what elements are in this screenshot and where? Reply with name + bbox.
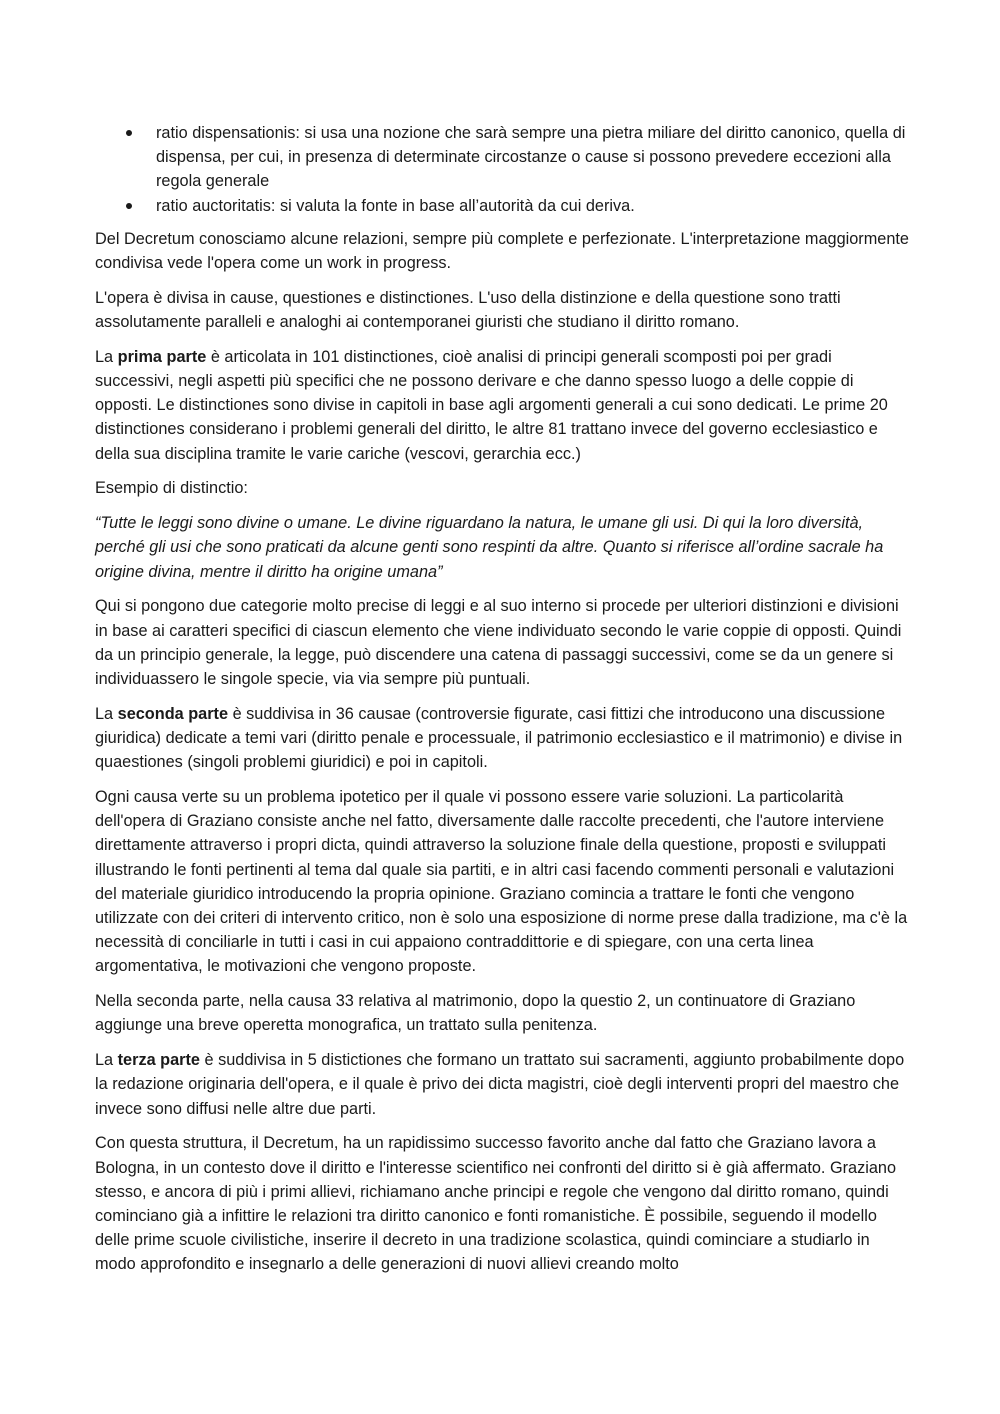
prima-parte-heading: prima parte	[117, 347, 207, 366]
paragraph-seconda-parte	[95, 702, 910, 775]
paragraph-decretum: Del Decretum conosciamo alcune relazioni, sempre più complete e perfezionate. L'interpretazione maggiormente condivisa vede l'opera come un work in progress.	[95, 229, 909, 273]
document-page	[95, 121, 910, 1287]
lead-text: La	[95, 347, 118, 366]
terza-parte-heading: terza parte	[117, 1051, 200, 1070]
bullet-dot	[126, 203, 132, 209]
lead-text: La	[95, 1051, 118, 1070]
bullet-item	[95, 121, 910, 194]
bullet-list	[95, 121, 910, 218]
lead-text: La	[95, 704, 118, 723]
body-text: è suddivisa in 5 distictiones che formano un trattato sui sacramenti, aggiunto probabilmente dopo la redazione originaria dell'opera, e il quale è privo dei dicta magistri, cioè degli interventi propri del maestro che invece sono diffusi nelle altre due parti.	[95, 1051, 905, 1118]
bullet-dot	[126, 130, 132, 136]
paragraph-struttura: Con questa struttura, il Decretum, ha un rapidissimo successo favorito anche dal fatto che Graziano lavora a Bologna, in un contesto dove il diritto e l'interesse scientifico nei confronti del diritto si è già affermato. Graziano stesso, e ancora di più i primi allievi, richiamano anche principi e regole che vengono dal diritto romano, quindi cominciano già a infittire le relazioni tra diritto canonico e fonti romanistiche. È possibile, seguendo il modello delle prime scuole civilistiche, inserire il decreto in una tradizione scolastica, quindi cominciare a studiarlo in modo approfondito e insegnarlo a delle generazioni di nuovi allievi creando molto	[95, 1134, 897, 1274]
paragraph-prima-parte	[95, 345, 910, 466]
body-text: è articolata in 101 distinctiones, cioè analisi di principi generali scomposti poi per gradi successivi, negli aspetti più specifici che ne possono derivare e che danno spesso luogo a delle coppie di opposti. Le distinctiones sono divise in capitoli in base agli argomenti generali a cui sono dedicati. Le prime 20 distinctiones considerano i problemi generali del diritto, le altre 81 trattano invece del governo ecclesiastico e della sua disciplina tramite le varie cariche (vescovi, gerarchia ecc.)	[95, 347, 888, 463]
esempio-label: Esempio di distinctio:	[95, 479, 248, 498]
paragraph-causa: Ogni causa verte su un problema ipotetico per il quale vi possono essere varie soluzioni. La particolarità dell'opera di Graziano consiste anche nel fatto, diversamente dalle raccolte precedenti, che l'autore interviene direttamente attraverso i propri dicta, quindi attraverso la soluzione finale della questione, proposti e sviluppati illustrando le fonti pertinenti al tema dal quale sia partiti, e in altri casi facendo commenti personali e valutazioni del materiale giuridico introducendo la propria opinione. Graziano comincia a trattare le fonti che vengono utilizzate con dei criteri di intervento critico, non è solo una esposizione di norme prese dalla tradizione, ma c'è la necessità di conciliarle in tutti i casi in cui appaiono contraddittorie e di spiegare, con una certa linea argomentativa, le motivazioni che vengono proposte.	[95, 788, 908, 976]
paragraph-terza-parte	[95, 1048, 910, 1121]
paragraph-causa33: Nella seconda parte, nella causa 33 relativa al matrimonio, dopo la questio 2, un continuatore di Graziano aggiunge una breve operetta monografica, un trattato sulla penitenza.	[95, 992, 856, 1035]
body-text: è suddivisa in 36 causae (controversie figurate, casi fittizi che introducono una discussione giuridica) dedicate a temi vari (diritto penale e processuale, il patrimonio ecclesiastico e il matrimonio) e divise in quaestiones (singoli problemi giuridici) e poi in capitoli.	[95, 704, 903, 772]
bullet-item	[95, 194, 910, 218]
quote-block: “Tutte le leggi sono divine o umane. Le divine riguardano la natura, le umane gli usi. Di qui la loro diversità, perché gli usi che sono praticati da alcune genti sono respinti da altre. Quanto si riferisce all’ordine sacrale ha origine divina, mentre il diritto ha origine umana”	[95, 514, 884, 581]
bullet-text: ratio dispensationis: si usa una nozione che sarà sempre una pietra miliare del diritto canonico, quella di dispensa, per cui, in presenza di determinate circostanze o cause si possono prevedere eccezioni alla regola generale	[156, 124, 906, 191]
paragraph-divisione: L'opera è divisa in cause, questiones e distinctiones. L'uso della distinzione e della questione sono tratti assolutamente paralleli e analoghi ai contemporanei giuristi che studiano il diritto romano.	[95, 288, 841, 332]
paragraph-categorie: Qui si pongono due categorie molto precise di leggi e al suo interno si procede per ulteriori distinzioni e divisioni in base ai caratteri specifici di ciascun elemento che viene individuato secondo le varie coppie di opposti. Quindi da un principio generale, la legge, può discendere una catena di passaggi successivi, come se da un genere si individuassero le singole specie, via via sempre più puntuali.	[95, 597, 902, 689]
seconda-parte-heading: seconda parte	[117, 704, 229, 723]
bullet-text: ratio auctoritatis: si valuta la fonte in base all’autorità da cui deriva.	[156, 196, 635, 215]
